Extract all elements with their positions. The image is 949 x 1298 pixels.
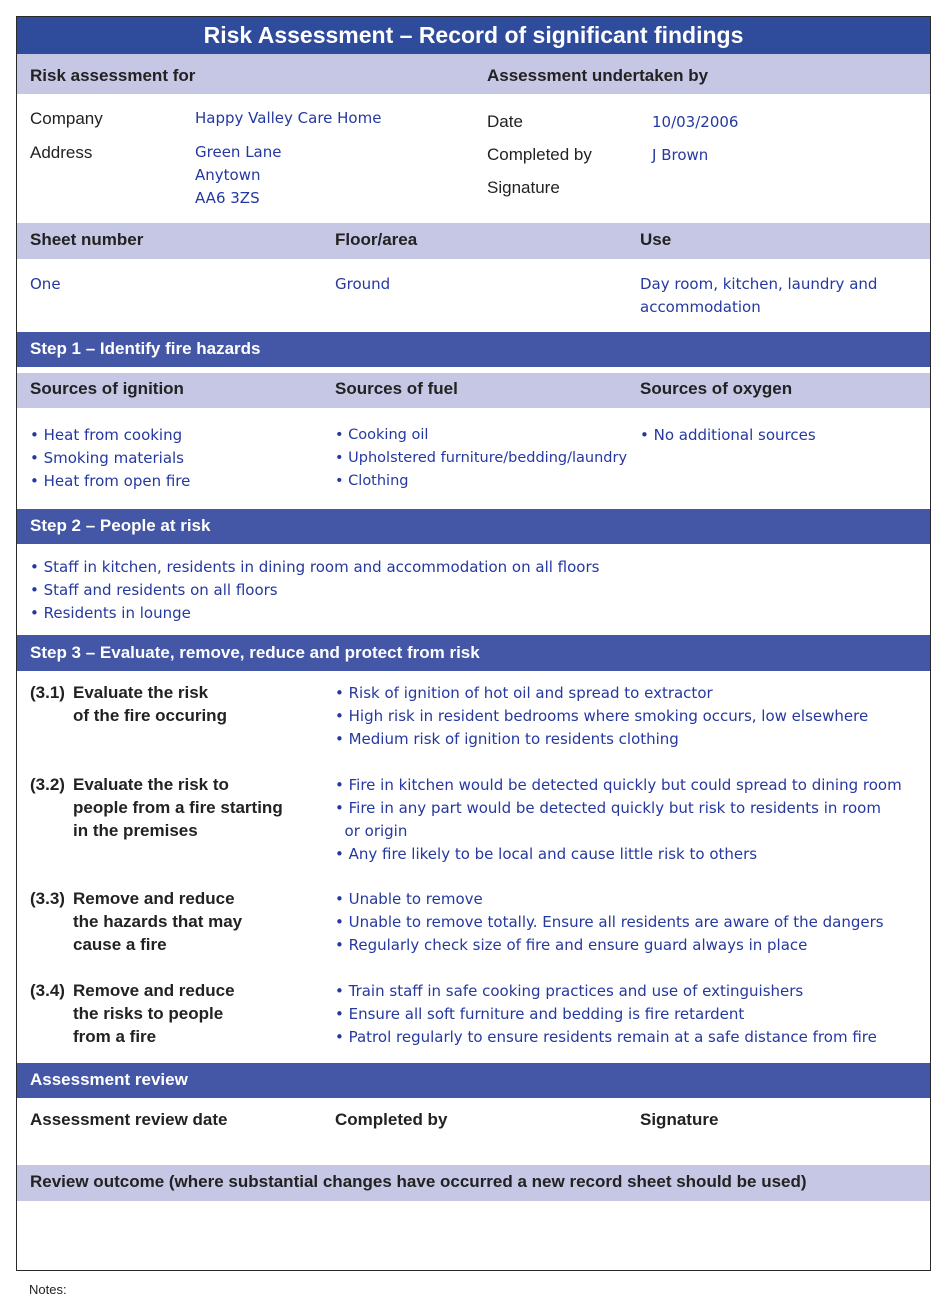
list-item: • Unable to remove totally. Ensure all residents are aware of the dangers [335,913,884,931]
step-line: in the premises [73,821,198,840]
address-value [195,141,281,210]
date-value: 10/03/2006 [652,113,739,131]
step3-3-items [335,888,884,957]
risk-assessment-form [16,16,931,1271]
list-item: • Risk of ignition of hot oil and spread to extractor [335,684,713,702]
step-line: Remove and reduce [73,981,235,1000]
review-title: Assessment review [30,1070,188,1089]
list-item: • Unable to remove [335,890,483,908]
notes-label: Notes: [29,1282,67,1297]
step-line: Evaluate the risk to [73,775,229,794]
step-line: from a fire [73,1027,157,1046]
review-completed-by-heading: Completed by [335,1110,448,1129]
risk-assessment-for-heading: Risk assessment for [30,66,196,85]
list-item: • Any fire likely to be local and cause little risk to others [335,845,758,863]
list-item: • Fire in any part would be detected quickly but risk to residents in room [335,799,881,817]
step-line: the hazards that may [73,912,243,931]
list-item: • Staff and residents on all floors [30,581,278,599]
list-item: • Regularly check size of fire and ensure guard always in place [335,936,808,954]
completed-by-label: Completed by [487,145,592,164]
list-item: • Ensure all soft furniture and bedding is fire retardent [335,1005,745,1023]
list-item: • Smoking materials [30,449,184,467]
review-date-heading: Assessment review date [30,1110,228,1129]
sources-of-ignition-heading: Sources of ignition [30,379,184,398]
step3-4-items [335,980,877,1049]
company-label: Company [30,109,103,128]
list-item: • Clothing [335,473,409,489]
step3-1-label [30,681,227,727]
sheet-number-value: One [30,275,61,293]
step3-title: Step 3 – Evaluate, remove, reduce and protect from risk [30,643,480,662]
list-item: • High risk in resident bedrooms where smoking occurs, low elsewhere [335,707,869,725]
step1-title: Step 1 – Identify fire hazards [30,339,261,358]
form-title: Risk Assessment – Record of significant findings [17,17,930,54]
step-line: the risks to people [73,1004,224,1023]
step-number: (3.4) [30,981,65,1000]
sources-of-fuel-heading: Sources of fuel [335,379,458,398]
step-number: (3.2) [30,775,65,794]
assessment-undertaken-by-heading: Assessment undertaken by [487,66,709,85]
sheet-number-heading: Sheet number [30,230,144,249]
ignition-list [30,424,190,493]
list-item: • Staff in kitchen, residents in dining room and accommodation on all floors [30,558,600,576]
step3-4-label [30,979,235,1048]
use-value: Day room, kitchen, laundry and accommodation [640,275,878,316]
step3-1-items [335,682,868,751]
list-item: • Patrol regularly to ensure residents remain at a safe distance from fire [335,1028,877,1046]
sources-of-oxygen-heading: Sources of oxygen [640,379,793,398]
step3-2-label [30,773,283,842]
list-item: • Heat from open fire [30,472,191,490]
company-value: Happy Valley Care Home [195,109,382,127]
list-item: • Heat from cooking [30,426,183,444]
floor-area-value: Ground [335,275,391,293]
address-line: Anytown [195,166,261,184]
step3-3-label [30,887,242,956]
list-item: • Cooking oil [335,427,429,443]
step-line: people from a fire starting [73,798,283,817]
fuel-list [335,424,627,493]
list-item: • No additional sources [640,426,816,444]
list-item: • Medium risk of ignition to residents clothing [335,730,679,748]
date-label: Date [487,112,523,131]
step3-2-items [335,774,902,866]
address-label: Address [30,143,93,162]
step2-title: Step 2 – People at risk [30,516,211,535]
step-line: Evaluate the risk [73,683,209,702]
completed-by-value: J Brown [652,146,709,164]
address-line: AA6 3ZS [195,189,260,207]
sheet-header-band [17,223,930,259]
review-outcome-heading: Review outcome (where substantial changes have occurred a new record sheet should be used) [30,1172,807,1191]
step-line: Remove and reduce [73,889,235,908]
floor-area-heading: Floor/area [335,230,418,249]
step-line: of the fire occuring [73,706,227,725]
list-item: • Train staff in safe cooking practices and use of extinguishers [335,982,804,1000]
list-item: • Residents in lounge [30,604,191,622]
list-item: or origin [335,822,408,840]
signature-label: Signature [487,178,560,197]
list-item: • Upholstered furniture/bedding/laundry [335,450,628,466]
use-heading: Use [640,230,672,249]
step-line: cause a fire [73,935,167,954]
step-number: (3.1) [30,683,65,702]
review-signature-heading: Signature [640,1110,719,1129]
step-number: (3.3) [30,889,65,908]
address-line: Green Lane [195,143,282,161]
people-at-risk-list [30,556,599,625]
list-item: • Fire in kitchen would be detected quickly but could spread to dining room [335,776,902,794]
oxygen-list [640,424,816,447]
